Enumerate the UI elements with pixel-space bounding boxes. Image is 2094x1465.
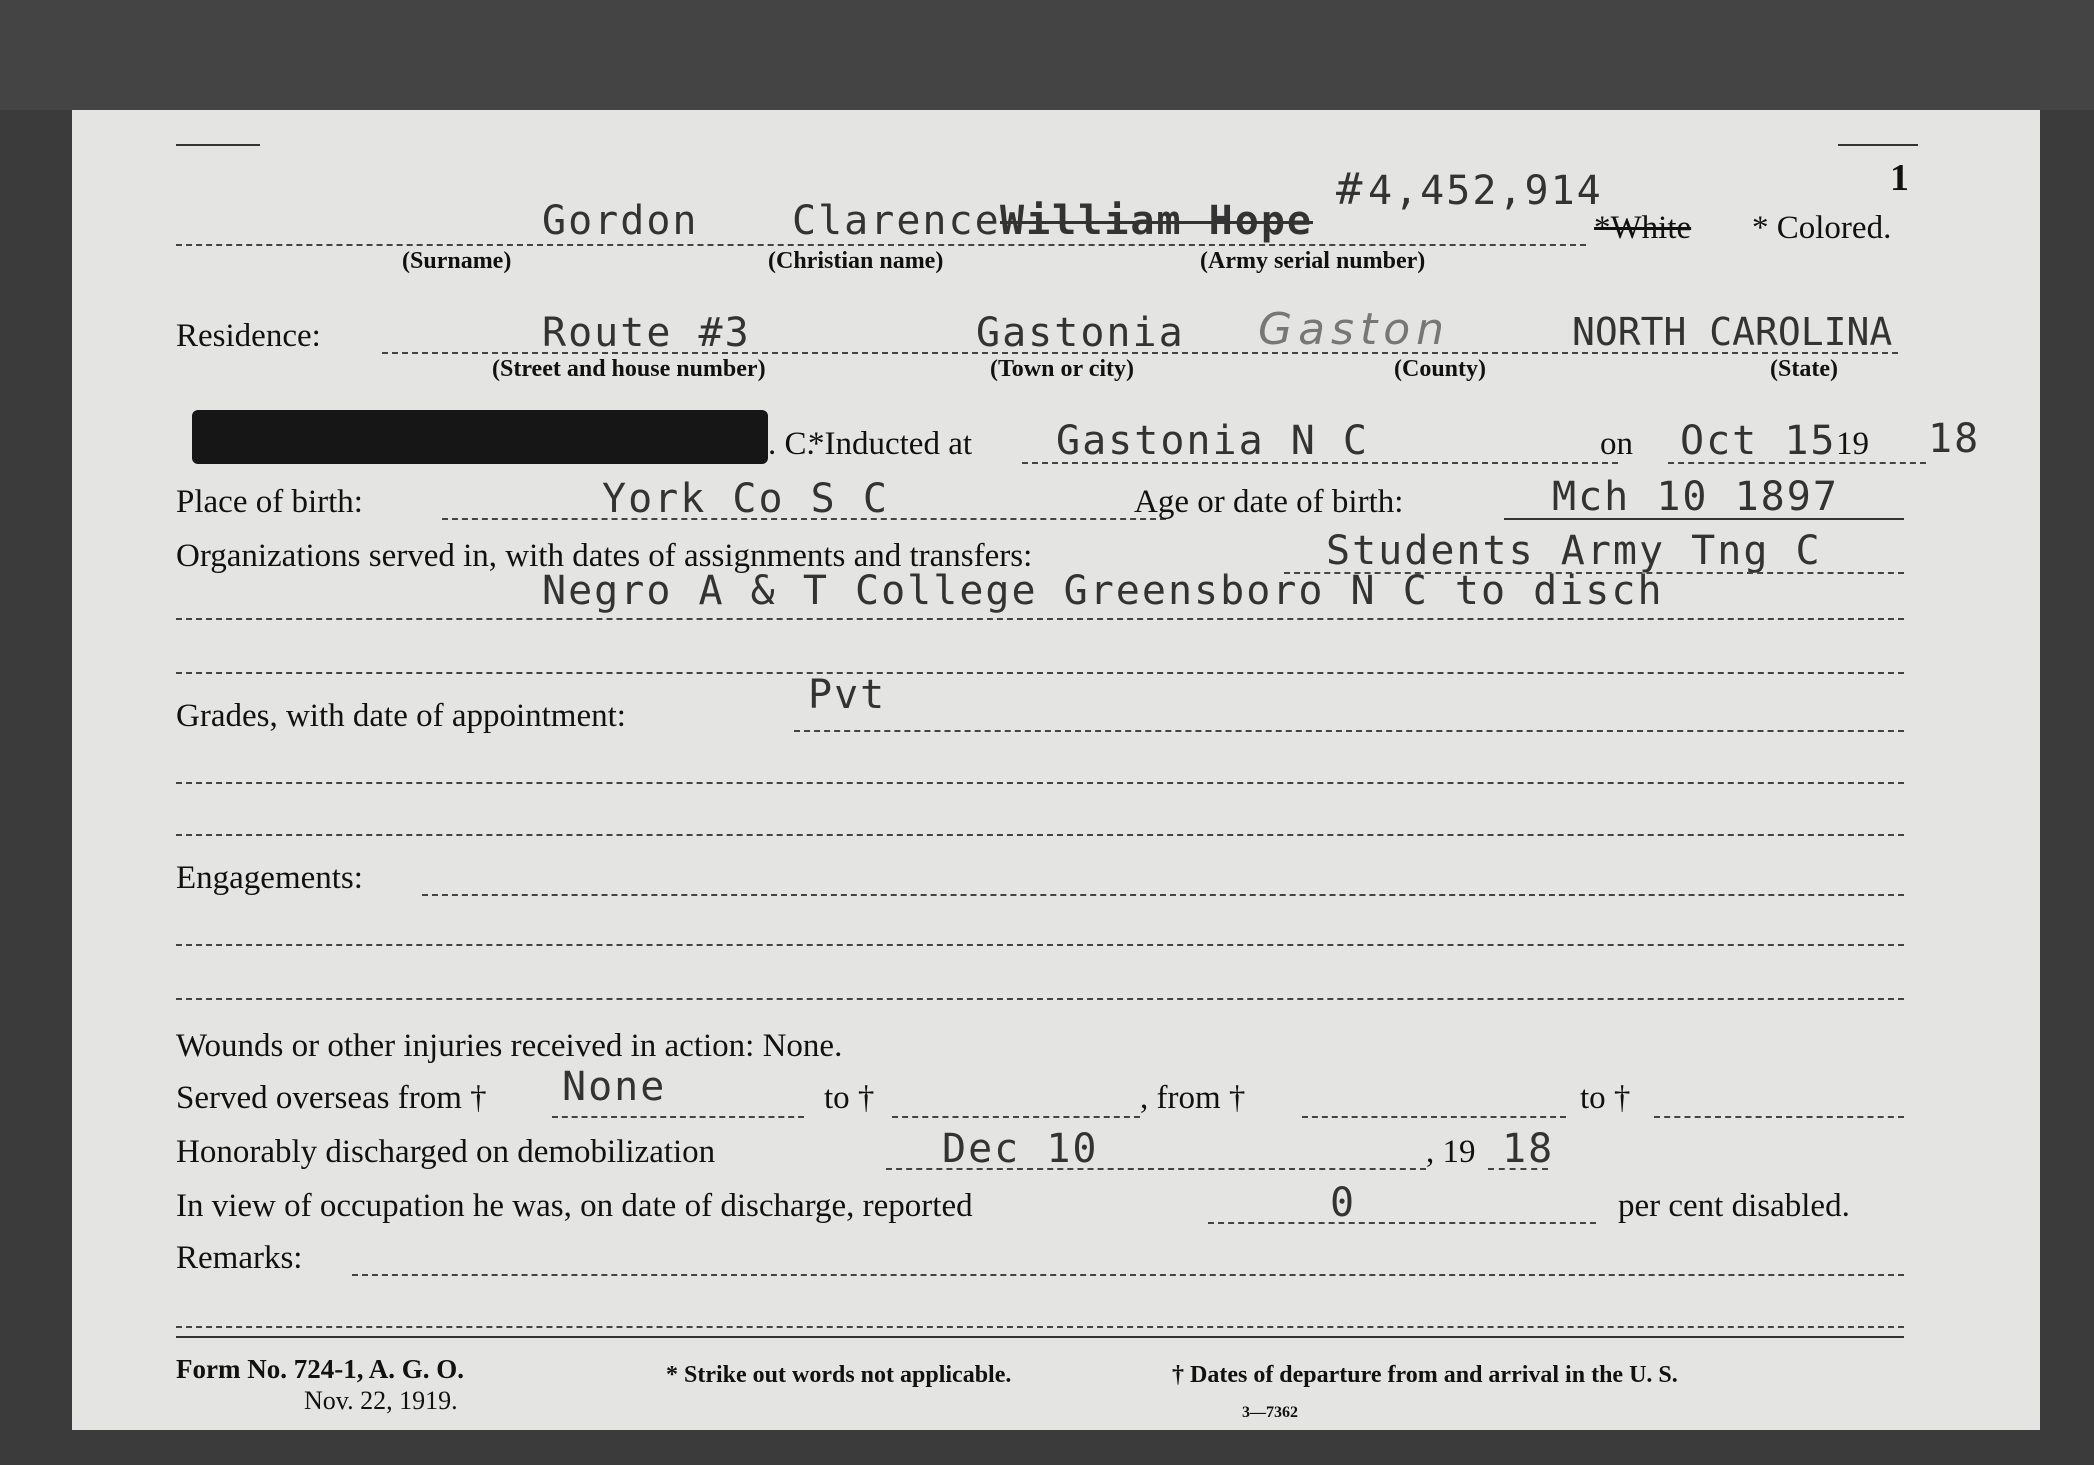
caption-state: (State) bbox=[1770, 356, 1838, 382]
footer-rule bbox=[176, 1336, 1904, 1338]
grade-value: Pvt bbox=[808, 672, 887, 718]
discharge-label: Honorably discharged on demobilization bbox=[176, 1134, 716, 1170]
serial-number: 4,452,914 bbox=[1368, 168, 1603, 214]
inducted-date: Oct 15 bbox=[1680, 418, 1837, 464]
inducted-place-line bbox=[1022, 462, 1618, 464]
caption-town: (Town or city) bbox=[990, 356, 1134, 382]
engagements-label: Engagements: bbox=[176, 860, 363, 896]
grades-rule-3 bbox=[176, 834, 1904, 836]
grades-label: Grades, with date of appointment: bbox=[176, 698, 626, 734]
grades-rule-2 bbox=[176, 782, 1904, 784]
town-value: Gastonia bbox=[976, 310, 1185, 356]
top-right-rule bbox=[1838, 144, 1918, 146]
engagements-rule-2 bbox=[176, 944, 1904, 946]
to-label: to † bbox=[824, 1080, 875, 1116]
form-date: Nov. 22, 1919. bbox=[304, 1386, 458, 1415]
caption-county: (County) bbox=[1394, 356, 1487, 382]
card-number: 1 bbox=[1890, 157, 1909, 199]
disability-line bbox=[1208, 1222, 1596, 1224]
inducted-date-line bbox=[1668, 462, 1926, 464]
engagements-rule-1 bbox=[422, 894, 1904, 896]
county-value: Gaston bbox=[1258, 304, 1451, 355]
service-record-card bbox=[72, 110, 2040, 1430]
christian-name: Clarence bbox=[792, 198, 1001, 244]
inducted-label: *Inducted at bbox=[808, 426, 973, 462]
residence-label: Residence: bbox=[176, 318, 321, 354]
caption-surname: (Surname) bbox=[402, 248, 512, 274]
wounds-label: Wounds or other injuries received in action: None. bbox=[176, 1028, 843, 1064]
strike-note: * Strike out words not applicable. bbox=[666, 1362, 1012, 1388]
redacted-tail: . C. bbox=[768, 426, 815, 462]
caption-street: (Street and house number) bbox=[492, 356, 766, 382]
birthplace-label: Place of birth: bbox=[176, 484, 363, 520]
disability-label: In view of occupation he was, on date of discharge, reported bbox=[176, 1188, 973, 1224]
discharge-year-line bbox=[1488, 1168, 1548, 1170]
name-line bbox=[176, 244, 1586, 246]
caption-christian: (Christian name) bbox=[768, 248, 944, 274]
engagements-rule-3 bbox=[176, 998, 1904, 1000]
discharge-date-line bbox=[886, 1168, 1426, 1170]
orgs-label: Organizations served in, with dates of assignments and transfers: bbox=[176, 538, 1033, 574]
inducted-year: 18 bbox=[1928, 416, 1981, 462]
orgs-rule-3 bbox=[176, 672, 1904, 674]
return-to-line bbox=[1654, 1116, 1904, 1118]
remarks-rule-1 bbox=[352, 1274, 1904, 1276]
overseas-from-line bbox=[552, 1116, 804, 1118]
year-prefix: 19 bbox=[1836, 426, 1869, 462]
top-left-rule bbox=[176, 144, 260, 146]
redaction-block bbox=[192, 410, 768, 464]
caption-serial: (Army serial number) bbox=[1200, 248, 1426, 274]
state-value: NORTH CAROLINA bbox=[1572, 310, 1893, 354]
birth-date: Mch 10 1897 bbox=[1552, 474, 1839, 520]
birthplace-line bbox=[442, 518, 1166, 520]
discharge-year-prefix: , 19 bbox=[1426, 1134, 1476, 1170]
birthplace-value: York Co S C bbox=[602, 476, 889, 522]
overseas-value: None bbox=[562, 1064, 667, 1110]
orgs-line1: Students Army Tng C bbox=[1326, 528, 1822, 574]
residence-line bbox=[382, 352, 1898, 354]
print-code: 3—7362 bbox=[1242, 1404, 1298, 1421]
return-from-line bbox=[1302, 1116, 1566, 1118]
disability-suffix: per cent disabled. bbox=[1618, 1188, 1850, 1224]
discharge-year: 18 bbox=[1502, 1126, 1555, 1172]
serial-prefix: # bbox=[1336, 164, 1365, 215]
grades-rule-1 bbox=[794, 730, 1904, 732]
orgs-line2: Negro A & T College Greensboro N C to disch bbox=[542, 568, 1664, 614]
form-number: Form No. 724-1, A. G. O. bbox=[176, 1354, 464, 1384]
remarks-rule-2 bbox=[176, 1326, 1904, 1328]
race-struck: *White bbox=[1594, 210, 1692, 246]
race-selected: * Colored. bbox=[1752, 210, 1892, 246]
scan-background-strip bbox=[0, 0, 2094, 110]
inducted-place: Gastonia N C bbox=[1056, 418, 1369, 464]
disability-value: 0 bbox=[1330, 1180, 1357, 1226]
birth-date-line bbox=[1504, 518, 1904, 520]
dates-note: † Dates of departure from and arrival in the U. S. bbox=[1172, 1362, 1678, 1388]
from-label: , from † bbox=[1140, 1080, 1246, 1116]
surname: Gordon bbox=[542, 198, 699, 244]
struck-name: William Hope bbox=[1000, 198, 1313, 244]
street-value: Route #3 bbox=[542, 310, 751, 356]
age-label: Age or date of birth: bbox=[1134, 484, 1404, 520]
on-label: on bbox=[1600, 426, 1633, 462]
discharge-date: Dec 10 bbox=[942, 1126, 1099, 1172]
to-label-2: to † bbox=[1580, 1080, 1631, 1116]
overseas-label: Served overseas from † bbox=[176, 1080, 487, 1116]
overseas-to-line bbox=[892, 1116, 1140, 1118]
remarks-label: Remarks: bbox=[176, 1240, 303, 1276]
orgs-rule-2 bbox=[176, 618, 1904, 620]
